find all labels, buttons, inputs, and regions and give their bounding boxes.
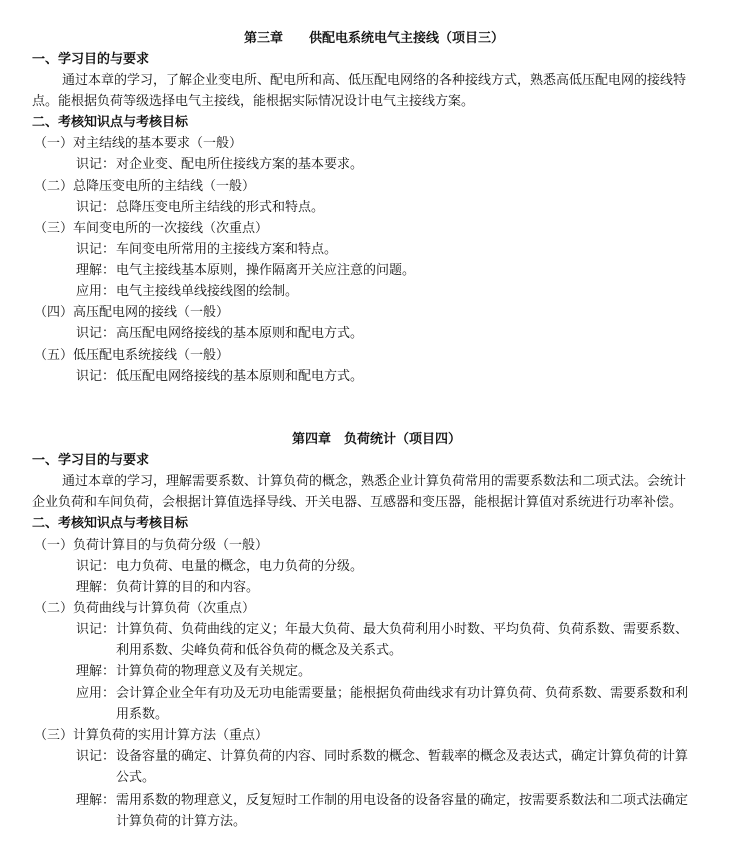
chapter3-item3-text1: 车间变电所常用的主接线方案和特点。 <box>116 242 338 257</box>
chapter3-section2-heading: 二、考核知识点与考核目标 <box>32 115 189 130</box>
chapter4-item2-label1: 识记： <box>76 622 116 637</box>
chapter3-item4-label: 识记： <box>76 326 116 341</box>
chapter4-item3-label1: 识记： <box>76 749 116 764</box>
chapter3-section1-heading: 一、学习目的与要求 <box>32 52 150 67</box>
chapter3-item1-label: 识记： <box>76 157 116 172</box>
chapter3-section1-paragraph-line1: 通过本章的学习，了解企业变电所、配电所和高、低压配电网络的各种接线方式，熟悉高低压配电网的接线特 <box>62 73 687 88</box>
chapter4-item3-label2: 理解： <box>76 793 116 808</box>
chapter4-item3-text1-line2: 公式。 <box>116 770 156 785</box>
chapter4-item3-text1-line1: 设备容量的确定、计算负荷的内容、同时系数的概念、暂载率的概念及表达式，确定计算负荷的计算 <box>116 749 689 764</box>
chapter4-item2-label3: 应用： <box>76 686 116 701</box>
chapter4-item3-title: （三）计算负荷的实用计算方法（重点） <box>34 728 269 743</box>
chapter3-item3-label3: 应用： <box>76 284 116 299</box>
chapter3-item1-text: 对企业变、配电所住接线方案的基本要求。 <box>116 157 364 172</box>
chapter4-section1-paragraph-line2: 企业负荷和车间负荷，会根据计算值选择导线、开关电器、互感器和变压器，能根据计算值对系统进行功率补偿。 <box>32 495 683 510</box>
chapter3-item3-text2: 电气主接线基本原则，操作隔离开关应注意的问题。 <box>116 263 416 278</box>
chapter4-section2-heading: 二、考核知识点与考核目标 <box>32 516 189 531</box>
chapter4-item2-title: （二）负荷曲线与计算负荷（次重点） <box>34 601 256 616</box>
chapter3-item3-label1: 识记： <box>76 242 116 257</box>
chapter3-item1-title: （一）对主结线的基本要求（一般） <box>34 136 243 151</box>
chapter4-item3-text2-line1: 需用系数的物理意义，反复短时工作制的用电设备的设备容量的确定，按需要系数法和二项式法确定 <box>116 793 689 808</box>
chapter3-item4-text: 高压配电网络接线的基本原则和配电方式。 <box>116 326 364 341</box>
chapter3-item3-title: （三）车间变电所的一次接线（次重点） <box>34 221 269 236</box>
chapter4-section1-heading: 一、学习目的与要求 <box>32 453 150 468</box>
chapter3-item3-label2: 理解： <box>76 263 116 278</box>
chapter4-item2-text3-line1: 会计算企业全年有功及无功电能需要量；能根据负荷曲线求有功计算负荷、负荷系数、需要系数和利 <box>116 686 689 701</box>
chapter4-item2-text2: 计算负荷的物理意义及有关规定。 <box>116 664 312 679</box>
chapter3-section1-paragraph-line2: 点。能根据负荷等级选择电气主接线，能根据实际情况设计电气主接线方案。 <box>32 94 475 109</box>
chapter4-item2-label2: 理解： <box>76 664 116 679</box>
chapter4-section1-paragraph-line1: 通过本章的学习，理解需要系数、计算负荷的概念，熟悉企业计算负荷常用的需要系数法和二项式法。会统计 <box>62 474 687 489</box>
chapter4-item2-text1-line2: 利用系数、尖峰负荷和低谷负荷的概念及关系式。 <box>116 643 403 658</box>
chapter4-item1-label1: 识记： <box>76 559 116 574</box>
chapter4-item1-title: （一）负荷计算目的与负荷分级（一般） <box>34 538 269 553</box>
chapter3-item5-label: 识记： <box>76 369 116 384</box>
chapter4-item3-text2-line2: 计算负荷的计算方法。 <box>116 814 247 829</box>
chapter3-item2-title: （二）总降压变电所的主结线（一般） <box>34 179 256 194</box>
chapter4-item2-text3-line2: 用系数。 <box>116 707 169 722</box>
chapter4-item1-text2: 负荷计算的目的和内容。 <box>116 580 260 595</box>
chapter3-item4-title: （四）高压配电网的接线（一般） <box>34 305 230 320</box>
chapter3-item2-label: 识记： <box>76 200 116 215</box>
chapter4-item1-label2: 理解： <box>76 580 116 595</box>
chapter3-title: 第三章 供配电系统电气主接线（项目三） <box>244 31 505 46</box>
chapter4-item1-text1: 电力负荷、电量的概念，电力负荷的分级。 <box>116 559 364 574</box>
chapter3-item5-text: 低压配电网络接线的基本原则和配电方式。 <box>116 369 364 384</box>
chapter4-item2-text1-line1: 计算负荷、负荷曲线的定义；年最大负荷、最大负荷利用小时数、平均负荷、负荷系数、需要系数、 <box>116 622 689 637</box>
chapter4-title: 第四章 负荷统计（项目四） <box>292 432 462 447</box>
chapter3-item2-text: 总降压变电所主结线的形式和特点。 <box>116 200 325 215</box>
chapter3-item3-text3: 电气主接线单线接线图的绘制。 <box>116 284 299 299</box>
chapter3-item5-title: （五）低压配电系统接线（一般） <box>34 348 230 363</box>
